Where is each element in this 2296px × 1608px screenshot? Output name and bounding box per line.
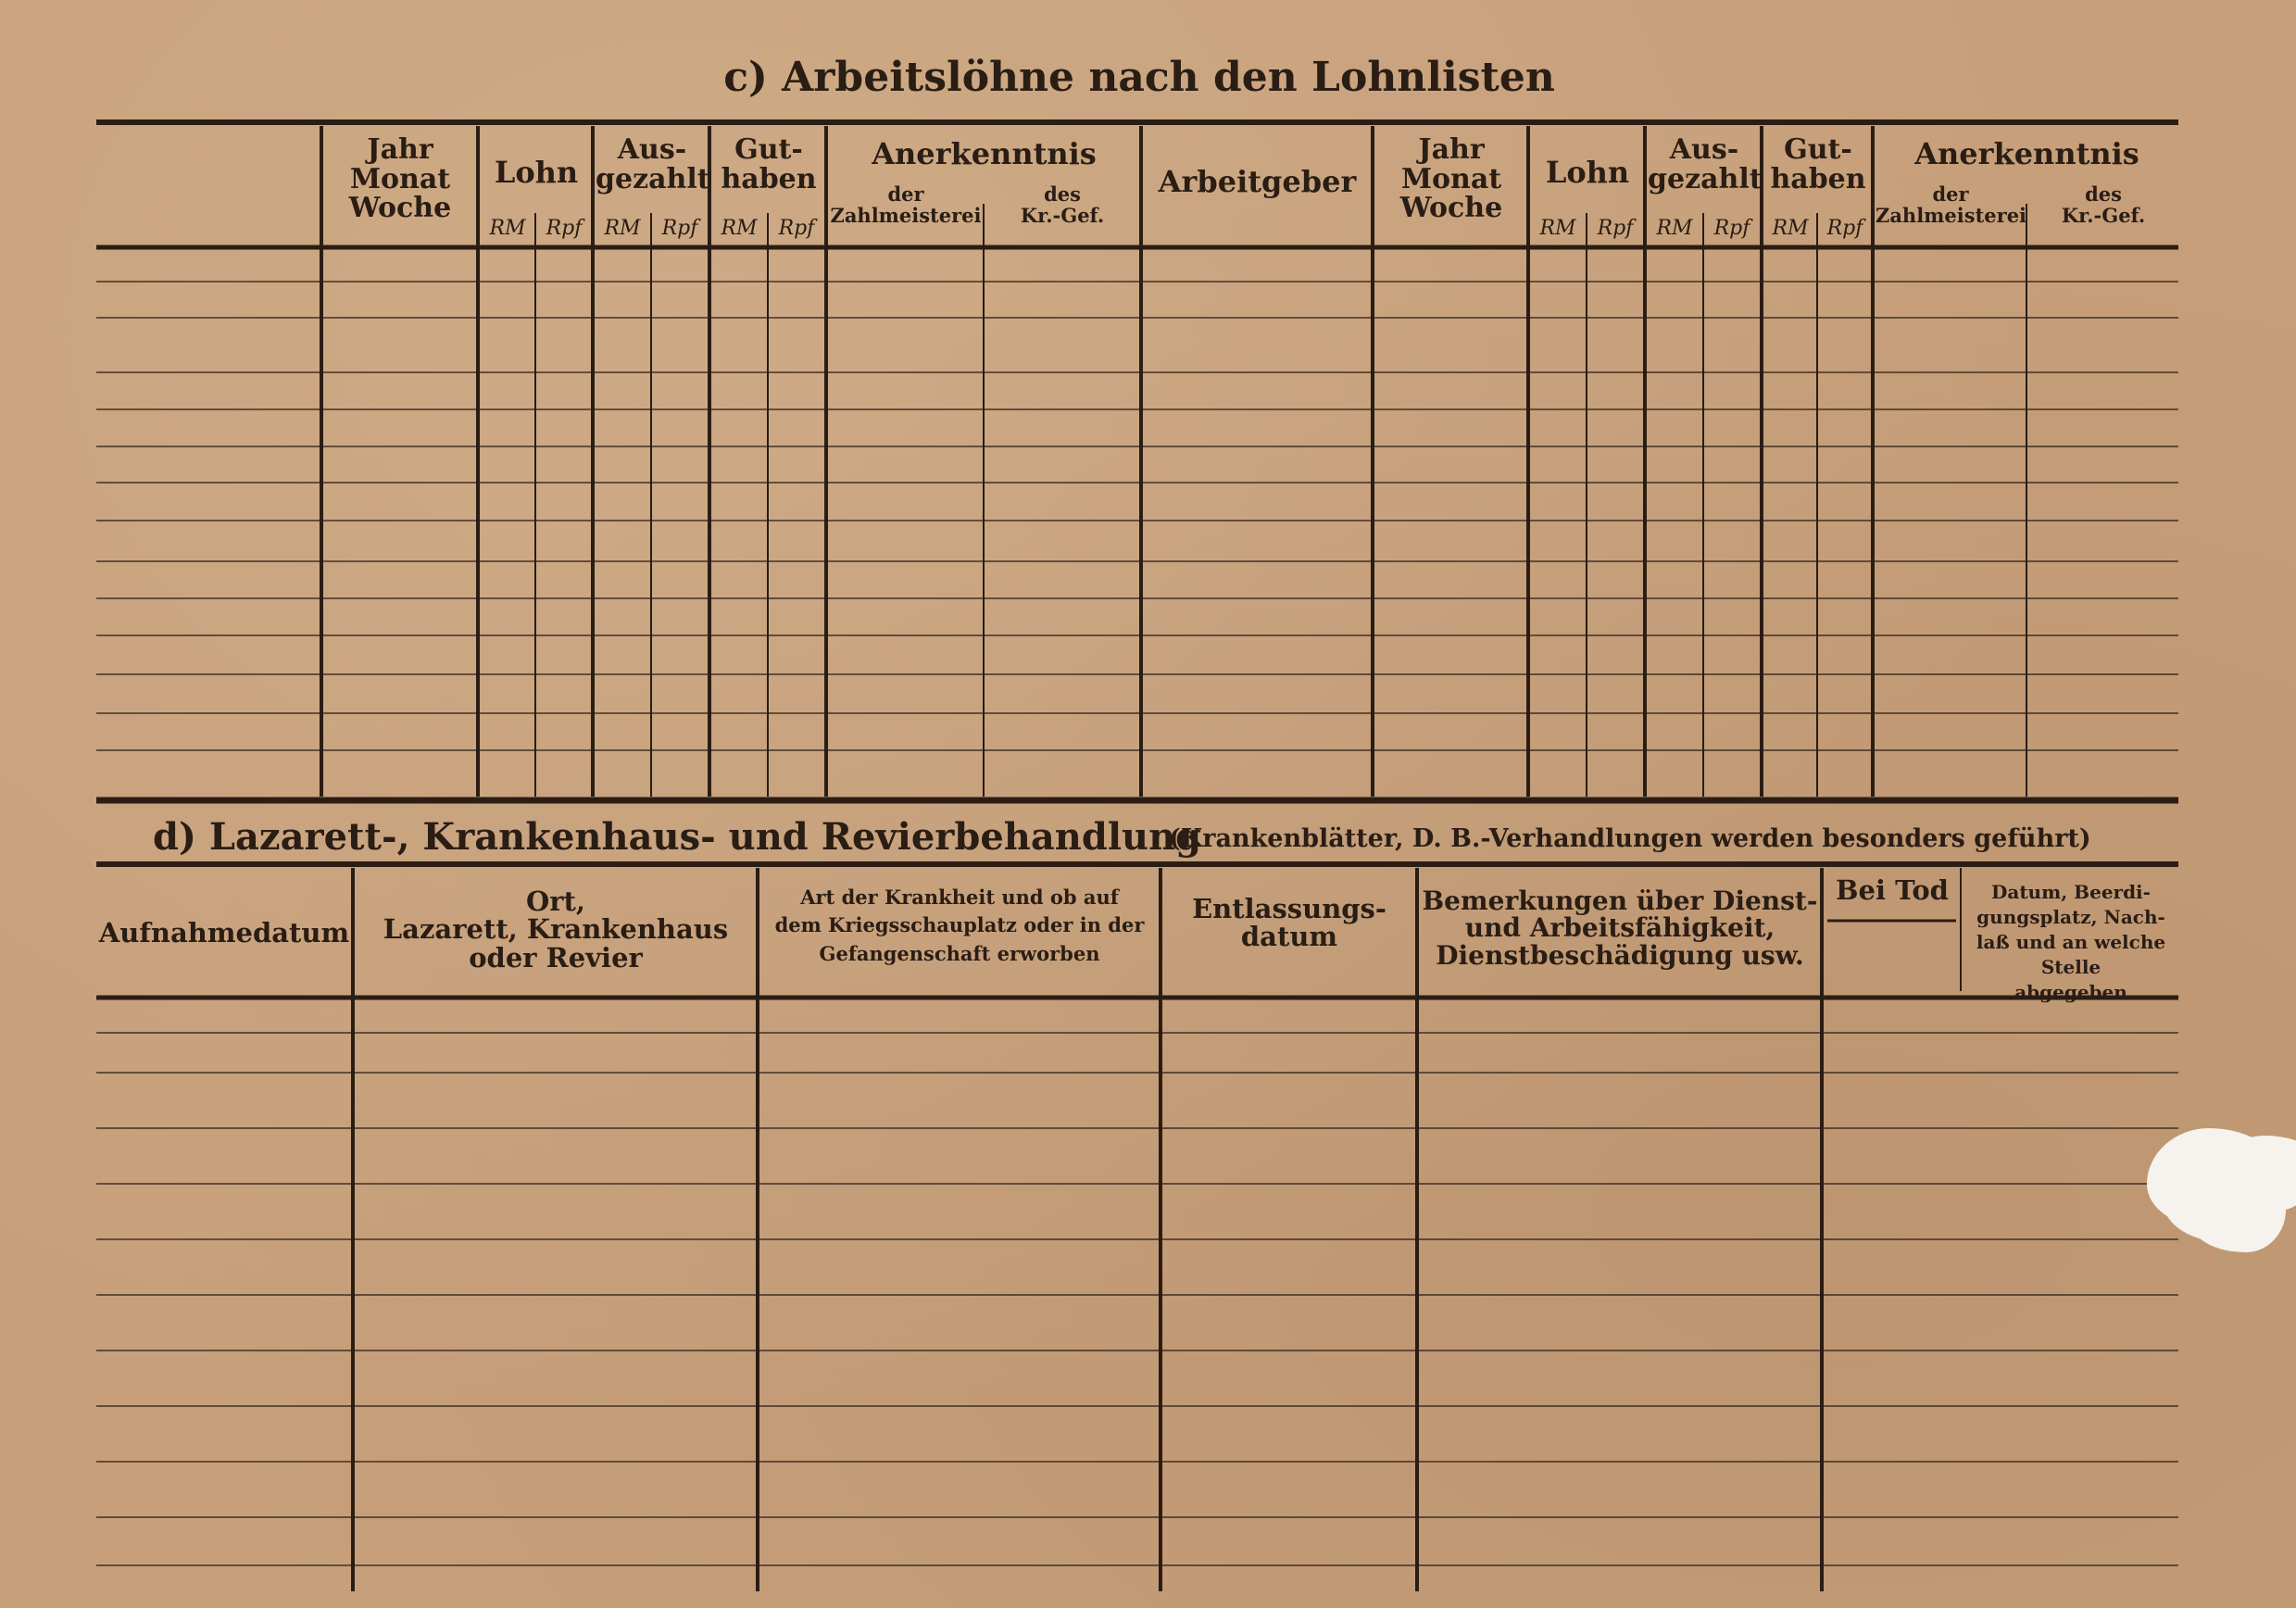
unit-rm-lohn-1: RM bbox=[489, 217, 526, 240]
header-guthaben-2: Gut- haben bbox=[1770, 133, 1866, 195]
header-entlassungsdatum: Entlassungs- datum bbox=[1192, 893, 1386, 953]
header-jahr-monat-woche-1: Jahr Monat Woche bbox=[348, 133, 452, 224]
header-lohn-2: Lohn bbox=[1545, 155, 1630, 190]
header-krgef-1: des Kr.-Gef. bbox=[1020, 182, 1105, 228]
unit-rm-guthaben-2: RM bbox=[1772, 217, 1809, 240]
header-aufnahmedatum: Aufnahmedatum bbox=[98, 917, 350, 948]
unit-rpf-guthaben-2: Rpf bbox=[1826, 217, 1863, 240]
header-zahlmeisterei-1: der Zahlmeisterei bbox=[830, 182, 982, 228]
unit-rpf-ausgezahlt-2: Rpf bbox=[1713, 217, 1750, 240]
header-ausgezahlt-1: Aus- gezahlt bbox=[596, 133, 710, 195]
unit-rm-ausgezahlt-1: RM bbox=[604, 217, 641, 240]
header-ort: Ort, Lazarett, Krankenhaus oder Revier bbox=[383, 886, 729, 974]
section-d-title: d) Lazarett-, Krankenhaus- und Revierbehandlung bbox=[153, 815, 1202, 859]
section-d-note: (Krankenblätter, D. B.-Verhandlungen werden besonders geführt) bbox=[1169, 824, 2091, 853]
unit-rpf-lohn-2: Rpf bbox=[1597, 217, 1634, 240]
header-bemerkungen: Bemerkungen über Dienst- und Arbeitsfähigkeit, Dienstbeschädigung usw. bbox=[1422, 886, 1818, 971]
header-krgef-2: des Kr.-Gef. bbox=[2061, 182, 2146, 228]
unit-rpf-guthaben-1: Rpf bbox=[778, 217, 815, 240]
unit-rm-guthaben-1: RM bbox=[721, 217, 758, 240]
unit-rm-ausgezahlt-2: RM bbox=[1656, 217, 1693, 240]
header-zahlmeisterei-2: der Zahlmeisterei bbox=[1876, 182, 2027, 228]
header-anerkenntnis-2: Anerkenntnis bbox=[1914, 136, 2139, 171]
header-anerkenntnis-1: Anerkenntnis bbox=[872, 136, 1097, 171]
header-lohn-1: Lohn bbox=[494, 155, 579, 190]
header-ausgezahlt-2: Aus- gezahlt bbox=[1648, 133, 1763, 195]
header-datum-beerdigung: Datum, Beerdi- gungsplatz, Nach- laß und an welche Stelle abgegeben bbox=[1976, 881, 2166, 1003]
header-bei-tod: Bei Tod bbox=[1836, 874, 1949, 906]
section-c-title: c) Arbeitslöhne nach den Lohnlisten bbox=[723, 54, 1555, 101]
header-guthaben-1: Gut- haben bbox=[721, 133, 817, 195]
unit-rpf-ausgezahlt-1: Rpf bbox=[661, 217, 698, 240]
header-jahr-monat-woche-2: Jahr Monat Woche bbox=[1399, 133, 1503, 224]
unit-rm-lohn-2: RM bbox=[1539, 217, 1576, 240]
unit-rpf-lohn-1: Rpf bbox=[546, 217, 583, 240]
header-arbeitgeber: Arbeitgeber bbox=[1158, 164, 1357, 199]
header-art-der-krankheit: Art der Krankheit und ob auf dem Kriegsschauplatz oder in der Gefangenschaft erworben bbox=[774, 886, 1145, 965]
